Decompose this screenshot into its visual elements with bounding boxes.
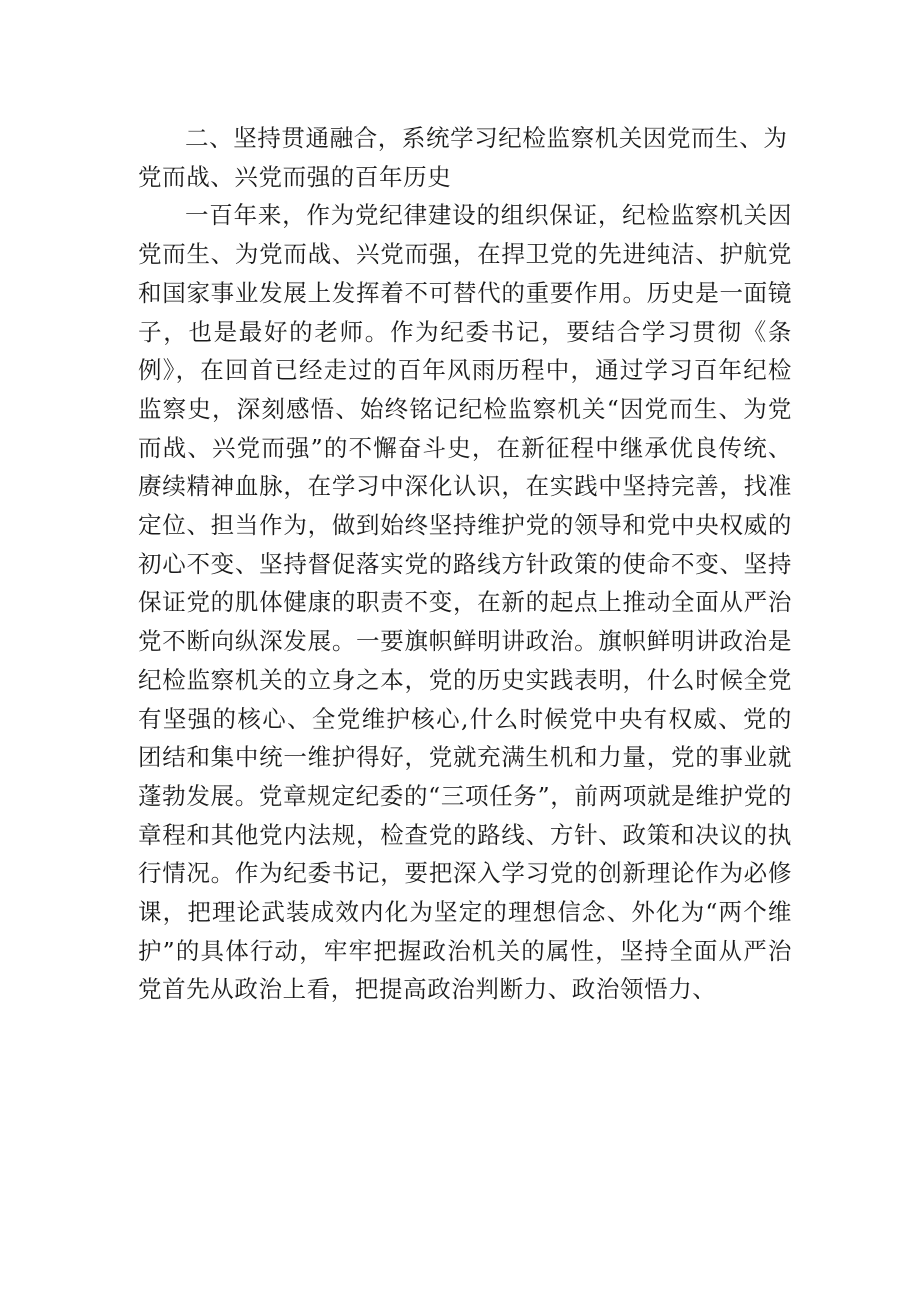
body-paragraph: 一百年来，作为党纪律建设的组织保证，纪检监察机关因党而生、为党而战、兴党而强，在捍卫党的先进纯洁、护航党和国家事业发展上发挥着不可替代的重要作用。历史是一面镜子，也是最好的老师。作为纪委书记，要结合学习贯彻《条例》，在回首已经走过的百年风雨历程中，通过学习百年纪检监察史，深刻感悟、始终铭记纪检监察机关“因党而生、为党而战、兴党而强”的不懈奋斗史，在新征程中继承优良传统、赓续精神血脉，在学习中深化认识，在实践中坚持完善，找准定位、担当作为，做到始终坚持维护党的领导和党中央权威的初心不变、坚持督促落实党的路线方针政策的使命不变、坚持保证党的肌体健康的职责不变，在新的起点上推动全面从严治党不断向纵深发展。一要旗帜鲜明讲政治。旗帜鲜明讲政治是纪检监察机关的立身之本，党的历史实践表明，什么时候全党有坚强的核心、全党维护核心,什么时候党中央有权威、党的团结和集中统一维护得好，党就充满生机和力量，党的事业就蓬勃发展。党章规定纪委的“三项任务”，前两项就是维护党的章程和其他党内法规，检查党的路线、方针、政策和决议的执行情况。作为纪委书记，要把深入学习党的创新理论作为必修课，把理论武装成效内化为坚定的理想信念、外化为“两个维护”的具体行动，牢牢把握政治机关的属性，坚持全面从严治党首先从政治上看，把提高政治判断力、政治领悟力、 xyxy=(138,201,792,1004)
section-heading: 二、坚持贯通融合，系统学习纪检监察机关因党而生、为党而战、兴党而强的百年历史 xyxy=(138,124,788,191)
document-body xyxy=(138,119,792,1009)
